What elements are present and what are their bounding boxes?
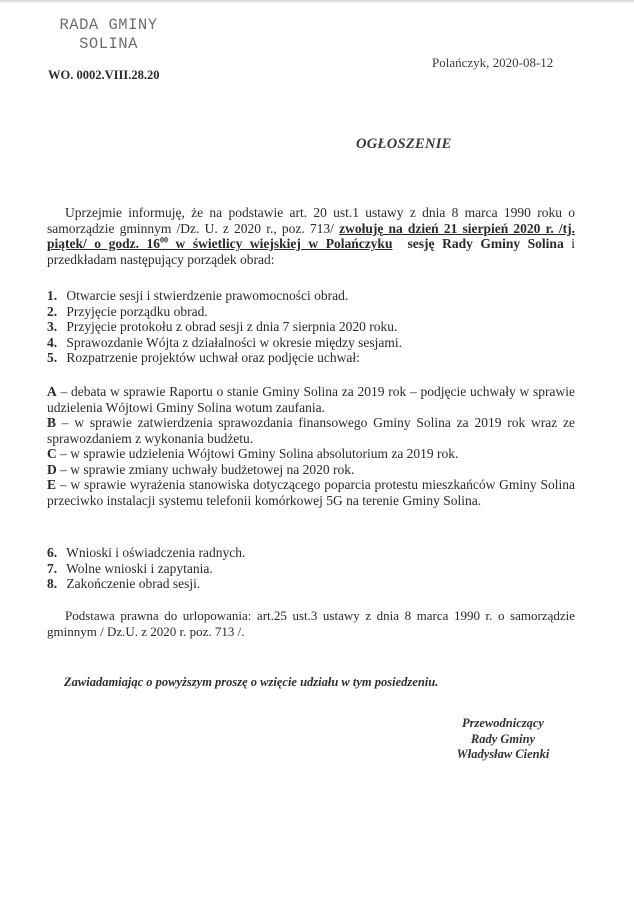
session-name: sesję Rady Gminy Solina <box>407 236 564 252</box>
hour-superscript: 00 <box>160 235 169 245</box>
agenda-item-number: 7. <box>47 560 58 576</box>
agenda-item-number: 8. <box>47 576 58 591</box>
agenda-item <box>47 319 567 335</box>
place-date: Polańczyk, 2020-08-12 <box>432 55 554 70</box>
agenda-item <box>47 561 567 577</box>
document-title: OGŁOSZENIE <box>356 136 452 152</box>
convene-date-text: zwołuję na dzień 21 sierpień 2020 r. /tj. piątek/ o godz. 16 <box>47 220 575 252</box>
resolution-item <box>47 384 575 415</box>
resolution-letter: B <box>47 415 57 430</box>
reference-number: WO. 0002.VIII.28.20 <box>48 68 160 82</box>
agenda-item-number: 2. <box>47 303 58 319</box>
agenda-item-number: 4. <box>47 334 58 350</box>
agenda-item-number: 3. <box>47 319 58 334</box>
resolution-text: – debata w sprawie Raportu o stanie Gminy Solina za 2019 rok – podjęcie uchwały w sprawie udzielenia Wójtowi Gminy Solina wotum zaufania. <box>47 384 575 415</box>
agenda-item-text: Zakończenie obrad sesji. <box>66 576 201 591</box>
resolution-text: – w sprawie udzielenia Wójtowi Gminy Solina absolutorium za 2019 rok. <box>56 446 459 461</box>
agenda-item-text: Przyjęcie porządku obrad. <box>66 303 208 319</box>
resolution-item <box>47 462 575 478</box>
signature-block <box>448 716 558 763</box>
agenda-item <box>47 304 567 320</box>
intro-text-1: Uprzejmie informuję, że na podstawie art. 20 ust.1 ustawy z dnia 8 marca 1990 roku o samorządzie gminnym /Dz. U. z 2020 r., poz. 713/ <box>47 205 575 236</box>
issuer-line-1: RADA GMINY <box>59 16 158 34</box>
resolution-item <box>47 446 575 462</box>
agenda-item-text: Wnioski i oświadczenia radnych. <box>66 545 246 560</box>
agenda-item <box>47 576 567 592</box>
agenda-item <box>47 545 567 561</box>
signature-role: Przewodniczący <box>462 716 544 730</box>
issuer-stamp <box>46 16 171 54</box>
resolution-text: – w sprawie zmiany uchwały budżetowej na 2020 rok. <box>56 461 355 477</box>
agenda-list-part2 <box>47 545 567 592</box>
agenda-item-text: Wolne wnioski i zapytania. <box>66 560 213 576</box>
session-location: w świetlicy wiejskiej w Polańczyku <box>168 236 393 252</box>
issuer-line-2: SOLINA <box>79 35 138 53</box>
agenda-item <box>47 350 567 366</box>
agenda-item-number: 6. <box>47 545 58 560</box>
agenda-item <box>47 288 567 304</box>
signature-body: Rady Gminy <box>470 731 536 746</box>
agenda-item-text: Rozpatrzenie projektów uchwał oraz podjęcie uchwał: <box>66 350 360 365</box>
resolution-letter: C <box>47 446 57 461</box>
scan-edge-shadow <box>0 0 634 4</box>
closing-note: Zawiadamiając o powyższym proszę o wzięcie udziału w tym posiedzeniu. <box>64 675 439 689</box>
agenda-list-part1 <box>47 288 567 366</box>
agenda-item-number: 5. <box>47 350 58 365</box>
signature-name: Władysław Cienki <box>456 747 550 761</box>
agenda-item-text: Otwarcie sesji i stwierdzenie prawomocności obrad. <box>66 288 349 303</box>
legal-basis <box>47 608 575 639</box>
agenda-item-text: Przyjęcie protokołu z obrad sesji z dnia 7 sierpnia 2020 roku. <box>66 319 398 334</box>
resolution-letter: A <box>47 384 57 399</box>
resolutions-list <box>47 384 575 508</box>
legal-basis-text: Podstawa prawna do urlopowania: art.25 ust.3 ustawy z dnia 8 marca 1990 r. o samorządzie gminnym / Dz.U. z 2020 r. poz. 713 /. <box>47 608 575 639</box>
resolution-letter: D <box>47 461 57 477</box>
resolution-item <box>47 415 575 446</box>
resolution-letter: E <box>47 477 57 492</box>
intro-paragraph <box>47 205 575 267</box>
resolution-text: – w sprawie zatwierdzenia sprawozdania finansowego Gminy Solina za 2019 rok wraz ze sprawozdaniem z wykonania budżetu. <box>47 415 575 446</box>
agenda-item-text: Sprawozdanie Wójta z działalności w okresie między sesjami. <box>66 334 403 350</box>
resolution-item <box>47 477 575 508</box>
resolution-text: – w sprawie wyrażenia stanowiska dotyczącego poparcia protestu mieszkańców Gminy Solina przeciwko instalacji systemu telefonii komórkowej 5G na terenie Gminy Solina. <box>47 477 575 508</box>
agenda-item <box>47 335 567 351</box>
agenda-item-number: 1. <box>47 288 58 303</box>
intro-text-2: i przedkładam następujący porządek obrad: <box>47 236 575 267</box>
